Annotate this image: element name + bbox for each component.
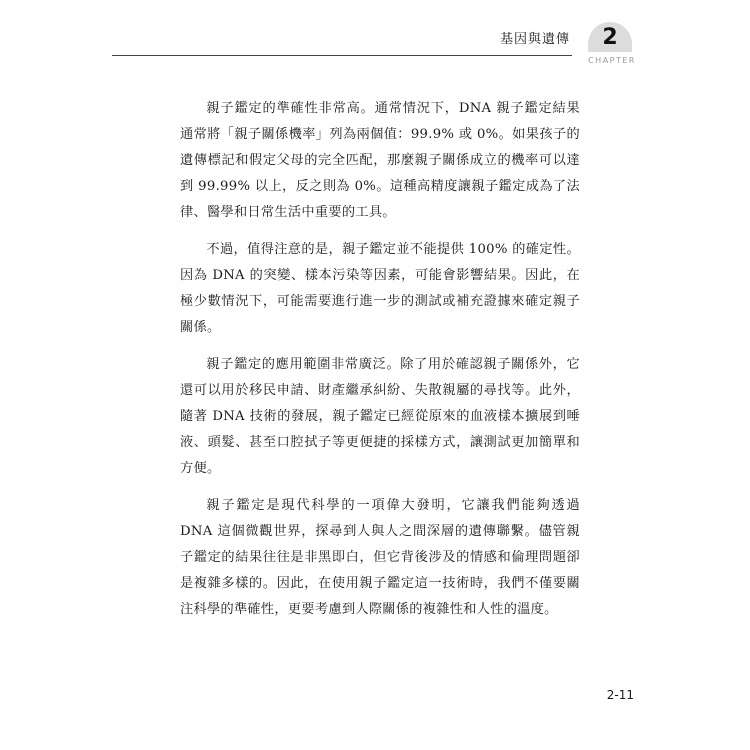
body-text: [180, 96, 580, 634]
page-number: 2-11: [606, 688, 634, 702]
chapter-badge: [588, 22, 632, 52]
paragraph: 不過，值得注意的是，親子鑑定並不能提供 100% 的確定性。因為 DNA 的突變、樣本污染等因素，可能會影響結果。因此，在極少數情況下，可能需要進行進一步的測試或補充證據來確定親子關係。: [180, 242, 580, 335]
header-divider: [112, 55, 572, 56]
chapter-title: 基因與遺傳: [499, 32, 570, 47]
chapter-number: 2: [602, 25, 618, 50]
running-header: [112, 22, 636, 66]
paragraph: 親子鑑定的應用範圍非常廣泛。除了用於確認親子關係外，它還可以用於移民申請、財產繼承糾紛、失散親屬的尋找等。此外，隨著 DNA 技術的發展，親子鑑定已經從原來的血液樣本擴展到唾液、頭髮、甚至口腔拭子等更便捷的採樣方式，讓測試更加簡單和方便。: [180, 357, 580, 476]
chapter-label: CHAPTER: [588, 56, 636, 65]
paragraph: 親子鑑定的準確性非常高。通常情況下，DNA 親子鑑定結果通常將「親子關係機率」列為兩個值：99.9% 或 0%。如果孩子的遺傳標記和假定父母的完全匹配，那麼親子關係成立的機率可以達到 99.99% 以上，反之則為 0%。這種高精度讓親子鑑定成為了法律、醫學和日常生活中重要的工具。: [180, 101, 580, 220]
paragraph: 親子鑑定是現代科學的一項偉大發明，它讓我們能夠透過 DNA 這個微觀世界，探尋到人與人之間深層的遺傳聯繫。儘管親子鑑定的結果往往是非黑即白，但它背後涉及的情感和倫理問題卻是複雜多樣的。因此，在使用親子鑑定這一技術時，我們不僅要關注科學的準確性，更要考慮到人際關係的複雜性和人性的溫度。: [180, 498, 580, 617]
